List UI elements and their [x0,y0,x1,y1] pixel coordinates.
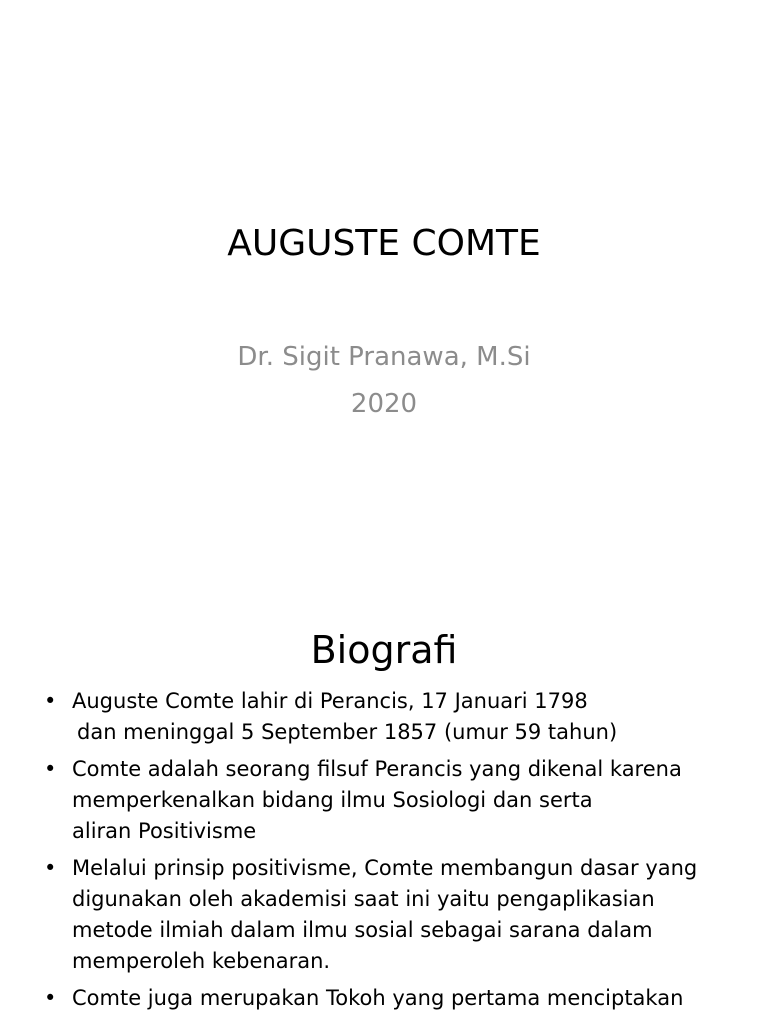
bullet-text: Comte juga merupakan Tokoh yang pertama menciptakan [72,986,684,1010]
bullet-item [44,754,744,847]
bullet-text: memperoleh kebenaran. [72,949,331,973]
bullet-item [44,983,744,1014]
bullet-icon: • [44,856,57,880]
bullet-icon: • [44,986,57,1010]
bullet-text: aliran Positivisme [72,819,257,843]
year: 2020 [350,389,418,419]
bullet-item [44,853,744,977]
bullet-text: digunakan oleh akademisi saat ini yaitu pengaplikasian [72,887,655,911]
bullet-text: Auguste Comte lahir di Perancis, 17 Januari 1798 [72,689,588,713]
slide-title: Biografi [310,628,458,672]
bullet-icon: • [44,757,57,781]
bullet-icon: • [44,689,57,713]
slide-title: AUGUSTE COMTE [227,223,541,264]
bullet-text: dan meninggal 5 September 1857 (umur 59 tahun) [77,720,618,744]
bullet-list [44,686,744,1020]
biography-slide [0,576,768,1024]
author-name: Dr. Sigit Pranawa, M.Si [237,342,531,372]
bullet-text: Melalui prinsip positivisme, Comte membangun dasar yang [72,856,698,880]
slide-subtitle [0,334,768,428]
bullet-text: memperkenalkan bidang ilmu Sosiologi dan serta [72,788,593,812]
bullet-item [44,686,744,748]
bullet-text: Comte adalah seorang filsuf Perancis yang dikenal karena [72,757,682,781]
bullet-text: metode ilmiah dalam ilmu sosial sebagai sarana dalam [72,918,653,942]
